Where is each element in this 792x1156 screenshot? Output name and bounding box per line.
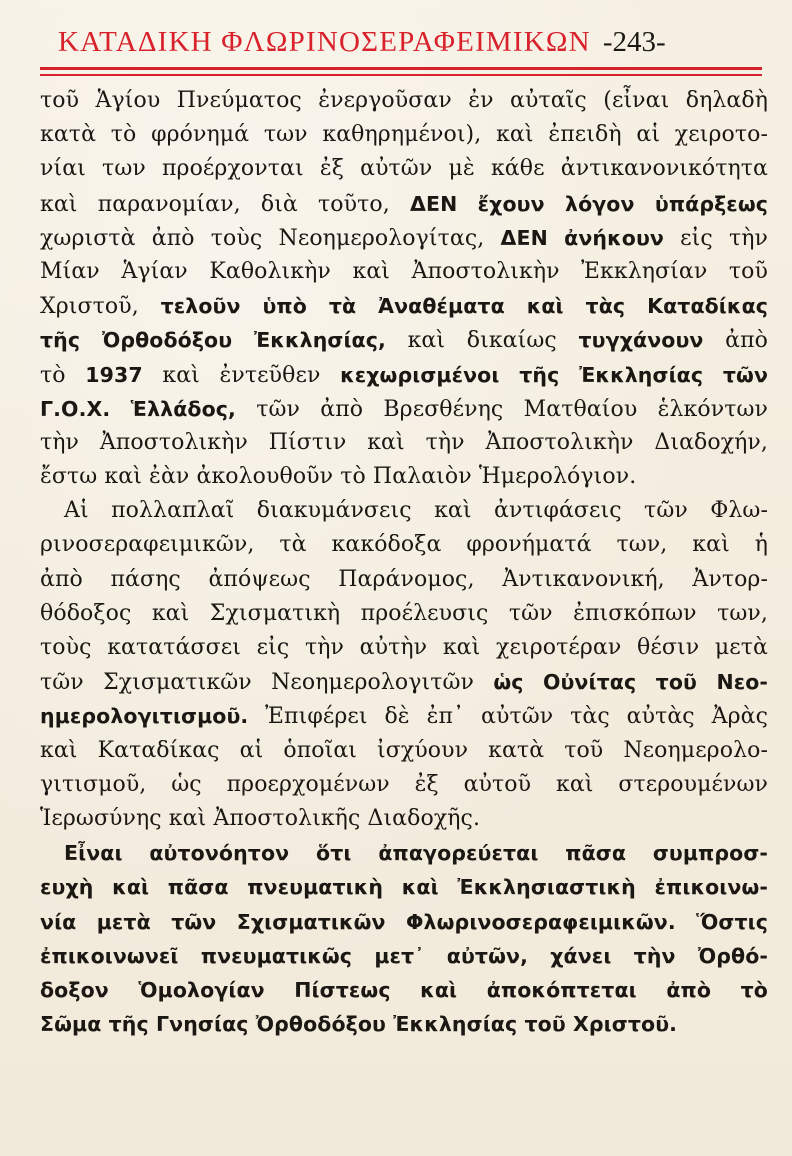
text-line: Εἶναι αὐτονόητον ὅτι ἀπαγορεύεται πᾶσα συμπροσ-: [64, 841, 768, 866]
running-title: ΚΑΤΑΔΙΚΗ ΦΛΩΡΙΝΟΣΕΡΑΦΕΙΜΙΚΩΝ: [58, 25, 591, 58]
text-line: Χριστοῦ, τελοῦν ὑπὸ τὰ Ἀναθέματα καὶ τὰς Καταδίκας: [40, 294, 768, 320]
text-line: τὴν Ἀποστολικὴν Πίστιν καὶ τὴν Ἀποστολικὴν Διαδοχήν,: [40, 429, 768, 455]
body-text: [40, 84, 768, 1041]
emphasis-text: ημερολογιτισμοῦ.: [40, 704, 249, 729]
emphasis-text: τελοῦν ὑπὸ τὰ Ἀναθέματα καὶ τὰς Καταδίκας: [160, 294, 768, 319]
text-line: ἐπικοινωνεῖ πνευματικῶς μετ᾽ αὐτῶν, χάνει τὴν Ὀρθό-: [40, 943, 768, 968]
text-line: νίαι των προέρχονται ἐξ αὐτῶν μὲ κάθε ἀντικανονικότητα: [40, 156, 768, 182]
text-line: νία μετὰ τῶν Σχισματικῶν Φλωρινοσεραφειμικῶν. Ὅστις: [40, 909, 768, 934]
text-line: Ἱερωσύνης καὶ Ἀποστολικῆς Διαδοχῆς.: [40, 805, 481, 831]
text-line: κατὰ τὸ φρόνημά των καθηρημένοι), καὶ ἐπειδὴ αἱ χειροτο-: [40, 122, 768, 148]
text-line: καὶ Καταδίκας αἱ ὁποῖαι ἰσχύουν κατὰ τοῦ Νεοημερολο-: [40, 737, 768, 763]
text-line: ευχὴ καὶ πᾶσα πνευματικὴ καὶ Ἐκκλησιαστικὴ ἐπικοινω-: [40, 875, 768, 900]
emphasis-text: κεχωρισμένοι τῆς Ἐκκλησίας τῶν: [340, 362, 769, 387]
emphasis-text: ΔΕΝ ἀνήκουν: [500, 225, 664, 250]
text-line: τὸ 1937 καὶ ἐντεῦθεν κεχωρισμένοι τῆς Ἐκκλησίας τῶν: [40, 362, 769, 388]
text-line: Σῶμα τῆς Γνησίας Ὀρθοδόξου Ἐκκλησίας τοῦ Χριστοῦ.: [40, 1012, 678, 1037]
emphasis-text: ΔΕΝ ἔχουν λόγον ὑπάρξεως: [410, 191, 768, 216]
text-line: ρινοσεραφειμικῶν, τὰ κακόδοξα φρονήματά των, καὶ ἡ: [40, 532, 768, 558]
text-line: Μίαν Ἁγίαν Καθολικὴν καὶ Ἀποστολικὴν Ἐκκλησίαν τοῦ: [40, 258, 768, 284]
emphasis-text: 1937: [85, 362, 143, 387]
text-line: ημερολογιτισμοῦ. Ἐπιφέρει δὲ ἐπ᾽ αὐτῶν τὰς αὐτὰς Ἀρὰς: [40, 704, 768, 730]
text-line: τῶν Σχισματικῶν Νεοημερολογιτῶν ὡς Οὐνίτας τοῦ Νεο-: [40, 670, 768, 696]
text-line: θόδοξος καὶ Σχισματικὴ προέλευσις τῶν ἐπισκόπων των,: [40, 600, 768, 626]
text-line: καὶ παρανομίαν, διὰ τοῦτο, ΔΕΝ ἔχουν λόγον ὑπάρξεως: [40, 191, 768, 217]
text-line: ἔστω καὶ ἐὰν ἀκολουθοῦν τὸ Παλαιὸν Ἡμερολόγιον.: [40, 464, 637, 490]
text-line: δοξον Ὁμολογίαν Πίστεως καὶ ἀποκόπτεται ἀπὸ τὸ: [40, 977, 768, 1002]
header-rule-thin: [40, 74, 762, 76]
text-line: γιτισμοῦ, ὡς προερχομένων ἐξ αὐτοῦ καὶ στερουμένων: [40, 771, 768, 797]
emphasis-text: Γ.Ο.Χ. Ἑλλάδος,: [40, 396, 236, 421]
page-header: [58, 18, 768, 66]
text-line: χωριστὰ ἀπὸ τοὺς Νεοημερολογίτας, ΔΕΝ ἀνήκουν εἰς τὴν: [40, 225, 769, 251]
text-line: Γ.Ο.Χ. Ἑλλάδος, τῶν ἀπὸ Βρεσθένης Ματθαίου ἑλκόντων: [40, 396, 768, 422]
emphasis-text: τυγχάνουν: [578, 328, 704, 353]
header-rule-thick: [40, 67, 762, 70]
text-line: τοὺς κατατάσσει εἰς τὴν αὐτὴν καὶ χειροτέραν θέσιν μετὰ: [40, 635, 768, 660]
text-line: τῆς Ὀρθοδόξου Ἐκκλησίας, καὶ δικαίως τυγχάνουν ἀπὸ: [40, 328, 768, 354]
page-number: -243-: [602, 25, 666, 58]
text-line: τοῦ Ἁγίου Πνεύματος ἐνεργοῦσαν ἐν αὐταῖς (εἶναι δηλαδὴ: [40, 88, 768, 113]
emphasis-text: τῆς Ὀρθοδόξου Ἐκκλησίας,: [40, 328, 386, 353]
text-line: ἀπὸ πάσης ἀπόψεως Παράνομος, Ἀντικανονική, Ἀντορ-: [40, 566, 768, 592]
emphasis-text: ὡς Οὐνίτας τοῦ Νεο-: [493, 670, 768, 695]
text-line: Αἱ πολλαπλαῖ διακυμάνσεις καὶ ἀντιφάσεις τῶν Φλω-: [64, 498, 768, 524]
